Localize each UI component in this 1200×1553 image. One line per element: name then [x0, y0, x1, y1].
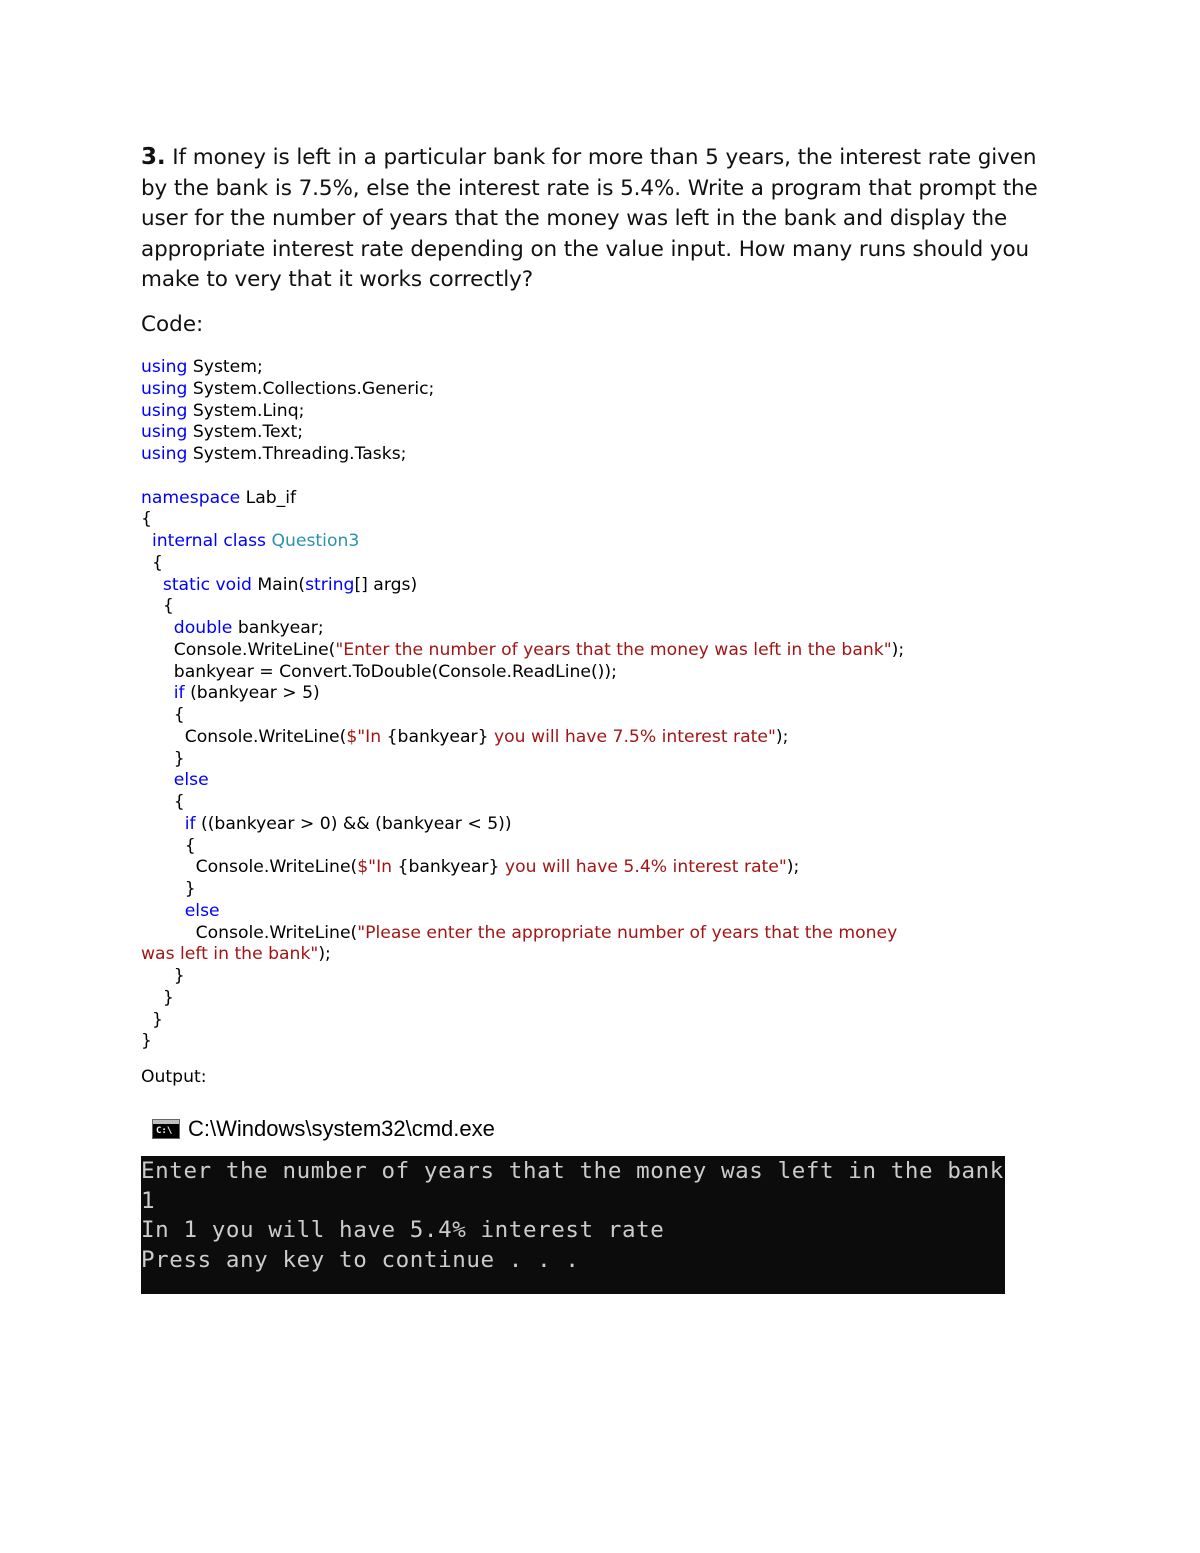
code-line-brace: {: [184, 835, 196, 856]
code-line-class: internal class Question3: [151, 531, 360, 551]
code-line-else: else: [173, 770, 209, 791]
code-line-brace: {: [162, 596, 174, 617]
code-line-brace: }: [151, 1009, 163, 1030]
output-label: Output:: [141, 1067, 207, 1087]
question-number: 3.: [141, 144, 166, 170]
code-label: Code:: [141, 312, 204, 337]
code-line-else2: else: [184, 900, 220, 921]
code-line-main: static void Main(string[] args): [162, 574, 418, 595]
console-line: 1: [141, 1187, 156, 1214]
code-line-output-75: Console.WriteLine($"In {bankyear} you will have 7.5% interest rate");: [184, 726, 789, 747]
code-block: [141, 357, 1046, 1053]
code-line-brace: }: [141, 1031, 152, 1052]
code-line-brace: }: [173, 748, 185, 769]
code-line-decl: double bankyear;: [173, 618, 324, 638]
cmd-icon: C:\: [152, 1119, 180, 1139]
code-line-brace: }: [173, 966, 185, 986]
code-line-blank: [141, 466, 1046, 488]
code-line-error-b: was left in the bank");: [141, 944, 331, 965]
code-line-1: using System;: [141, 357, 263, 377]
code-line-error-a: Console.WriteLine("Please enter the appropriate number of years that the money: [195, 922, 898, 943]
code-line-5: using System.Threading.Tasks;: [141, 444, 407, 464]
code-line-prompt: Console.WriteLine("Enter the number of years that the money was left in the bank");: [173, 639, 905, 660]
console-line: Press any key to continue . . .: [141, 1246, 580, 1273]
code-line-brace: }: [184, 879, 196, 899]
console-output: [141, 1156, 1005, 1294]
code-line-namespace: namespace Lab_if: [141, 487, 297, 508]
code-line-brace: {: [141, 509, 152, 530]
code-line-4: using System.Text;: [141, 422, 304, 443]
console-line: Enter the number of years that the money was left in the bank: [141, 1158, 1004, 1184]
code-line-3: using System.Linq;: [141, 400, 305, 421]
code-line-brace: {: [173, 792, 185, 812]
code-line-2: using System.Collections.Generic;: [141, 378, 435, 399]
cmd-window-title: C:\Windows\system32\cmd.exe: [188, 1116, 495, 1141]
code-line-brace: }: [162, 987, 174, 1008]
code-line-brace: {: [151, 552, 163, 573]
question-text: If money is left in a particular bank for more than 5 years, the interest rate given by the bank is 7.5%, else the interest rate is 5.4%. Write a program that prompt the user for the number of years that the money was left in the bank and display the appropriate interest rate depending on the value input. How many runs should you make to very that it works correctly?: [141, 145, 1038, 292]
code-line-output-54: Console.WriteLine($"In {bankyear} you will have 5.4% interest rate");: [195, 857, 800, 878]
code-line-brace: {: [173, 705, 185, 725]
code-line-assign: bankyear = Convert.ToDouble(Console.ReadLine());: [173, 661, 617, 682]
question-paragraph: [141, 142, 1046, 296]
code-line-if: if (bankyear > 5): [173, 683, 320, 704]
console-line: In 1 you will have 5.4% interest rate: [141, 1217, 665, 1243]
code-line-if2: if ((bankyear > 0) && (bankyear < 5)): [184, 813, 512, 834]
cmd-window-titlebar: [152, 1112, 495, 1146]
